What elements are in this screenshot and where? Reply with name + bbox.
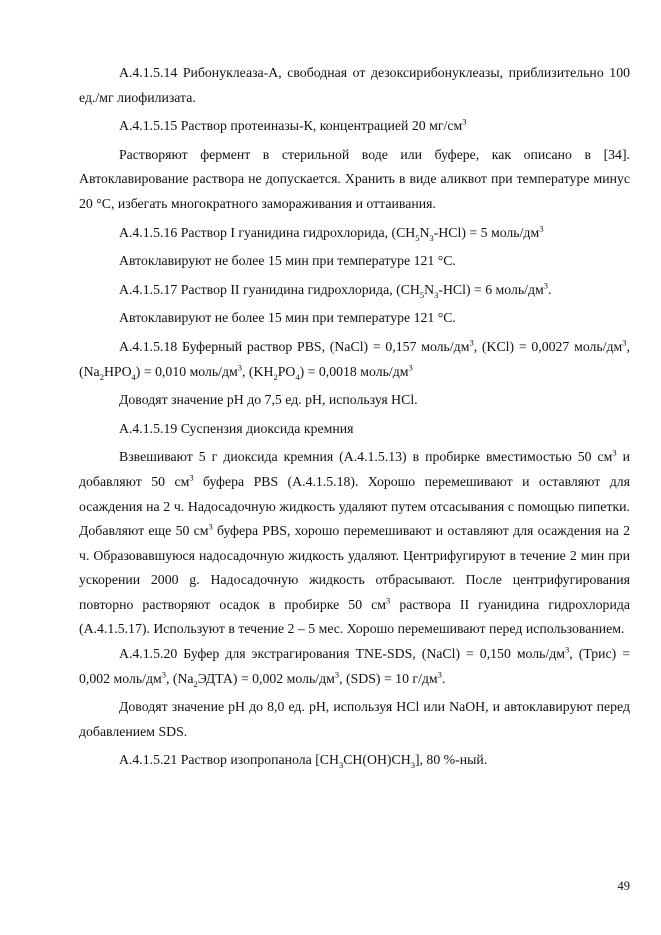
document-body [79, 61, 630, 777]
text-run: А.4.1.5.16 Раствор I гуанидина гидрохлорида, (CH [119, 224, 416, 240]
subscript: 2 [99, 371, 104, 382]
text-run: ], 80 %-ный. [414, 752, 488, 768]
superscript: 3 [462, 116, 467, 127]
superscript: 3 [539, 222, 544, 233]
text-run: , (KH [242, 363, 274, 379]
text-run: А.4.1.5.17 Раствор II гуанидина гидрохлорида, (CH [119, 281, 420, 297]
paragraph-text: А.4.1.5.14 Рибонуклеаза-А, свободная от дезоксирибонуклеазы, приблизительно 100 ед./мг лиофилизата. [79, 65, 630, 105]
superscript: 3 [543, 280, 549, 291]
paragraph-silica-title [79, 417, 630, 442]
paragraph-text: Растворяют фермент в стерильной воде или буфере, как описано в [34]. Автоклавирование раствора не допускается. Хранить в виде аликвот при температуре минус 20 °С, избегать многократного замораживания и оттаивания. [79, 146, 630, 211]
paragraph-ph-adjust-1 [79, 388, 630, 413]
subscript: 3 [410, 760, 415, 771]
subscript: 3 [338, 760, 344, 771]
superscript: 3 [565, 644, 570, 655]
text-run: ЭДТА) = 0,002 моль/дм [197, 670, 335, 686]
subscript: 3 [434, 289, 439, 300]
superscript: 3 [612, 447, 617, 458]
text-run: PO [277, 363, 296, 379]
subscript: 5 [415, 232, 420, 243]
paragraph-silica-procedure [79, 445, 630, 642]
superscript: 3 [386, 595, 391, 606]
text-run: А.4.1.5.21 Раствор изопропанола [CH [119, 752, 339, 768]
paragraph-proteinase-instructions [79, 143, 630, 217]
superscript: 3 [408, 361, 413, 372]
subscript: 3 [429, 232, 434, 243]
paragraph-autoclave-2 [79, 306, 630, 331]
text-run: буфера PBS (А.4.1.5.18). Хорошо перемешивают и оставляют для осаждения на 2 ч. Надосадочную жидкость удаляют путем отсасывания с помощью пипетки. Добавляют еще 50 см [79, 473, 630, 539]
paragraph-text: Автоклавируют не более 15 мин при температуре 121 °С. [119, 253, 456, 269]
superscript: 3 [622, 337, 627, 348]
paragraph-text: Доводят значение рН до 7,5 ед. рН, используя HCl. [119, 392, 418, 408]
superscript: 3 [208, 521, 213, 532]
text-run: N [419, 224, 430, 240]
text-run: Взвешивают 5 г диоксида кремния (А.4.1.5.13) в пробирке вместимостью 50 см [119, 449, 613, 465]
text-run: CH(OH)CH [343, 752, 411, 768]
text-run: . [548, 281, 552, 297]
paragraph-guanidine-2 [79, 278, 630, 303]
page-number: 49 [617, 879, 630, 893]
paragraph-proteinase-k [79, 114, 630, 139]
text-run: ) = 0,0018 моль/дм [299, 363, 409, 379]
paragraph-text: А.4.1.5.19 Суспензия диоксида кремния [119, 420, 354, 436]
text-run: буфера PBS, хорошо перемешивают и оставляют для осаждения на 2 ч. Образовавшуюся надосадочную жидкость удаляют. Центрифугируют в течение 2 мин при ускорении 2000 g. Надосадочную жидкость отбрасывают. После центрифугирования повторно растворяют осадок в пробирке 50 см [79, 523, 630, 612]
subscript: 2 [193, 678, 198, 689]
text-run: , (Na [165, 670, 194, 686]
text-run: -HCl) = 5 моль/дм [433, 224, 540, 240]
paragraph-guanidine-1 [79, 221, 630, 246]
text-run: -HCl) = 6 моль/дм [438, 281, 544, 297]
text-run: , (SDS) = 10 г/дм [339, 670, 438, 686]
subscript: 5 [419, 289, 425, 300]
paragraph-autoclave-1 [79, 249, 630, 274]
subscript: 4 [131, 371, 136, 382]
text-run: раствора II гуанидина гидрохлорида (А.4.1.5.17). Используют в течение 2 – 5 мес. Хорошо перемешивают перед использованием. [79, 596, 630, 637]
subscript: 2 [273, 371, 278, 382]
text-run: HPO [103, 363, 132, 379]
text-run: А.4.1.5.20 Буфер для экстрагирования TNE-SDS, (NaCl) = 0,150 моль/дм [119, 646, 566, 662]
subscript: 4 [295, 371, 300, 382]
text-run: , (Трис) = 0,002 моль/дм [79, 646, 630, 686]
text-run: , (KCl) = 0,0027 моль/дм [473, 338, 623, 354]
superscript: 3 [237, 361, 243, 372]
superscript: 3 [334, 669, 340, 680]
superscript: 3 [189, 472, 194, 483]
text-run: , (Na [79, 338, 630, 379]
superscript: 3 [469, 337, 474, 348]
superscript: 3 [437, 669, 442, 680]
paragraph-ribonuclease [79, 61, 630, 110]
paragraph-text: Автоклавируют не более 15 мин при температуре 121 °С. [119, 310, 456, 326]
paragraph-ph-adjust-2 [79, 695, 630, 744]
paragraph-text: Доводят значение рН до 8,0 ед. рН, используя HCl или NaOH, и автоклавируют перед добавлением SDS. [79, 699, 630, 739]
text-run: и добавляют 50 см [79, 449, 630, 489]
text-run: ) = 0,010 моль/дм [135, 363, 238, 379]
paragraph-isopropanol [79, 748, 630, 773]
text-run: N [424, 281, 435, 297]
text-run: А.4.1.5.18 Буферный раствор PBS, (NaCl) = 0,157 моль/дм [119, 338, 470, 354]
paragraph-tne-sds-buffer [79, 642, 630, 691]
text-run: А.4.1.5.15 Раствор протеиназы-К, концентрацией 20 мг/см [119, 118, 463, 134]
superscript: 3 [161, 669, 166, 680]
paragraph-pbs-buffer [79, 335, 630, 384]
text-run: . [441, 670, 446, 686]
